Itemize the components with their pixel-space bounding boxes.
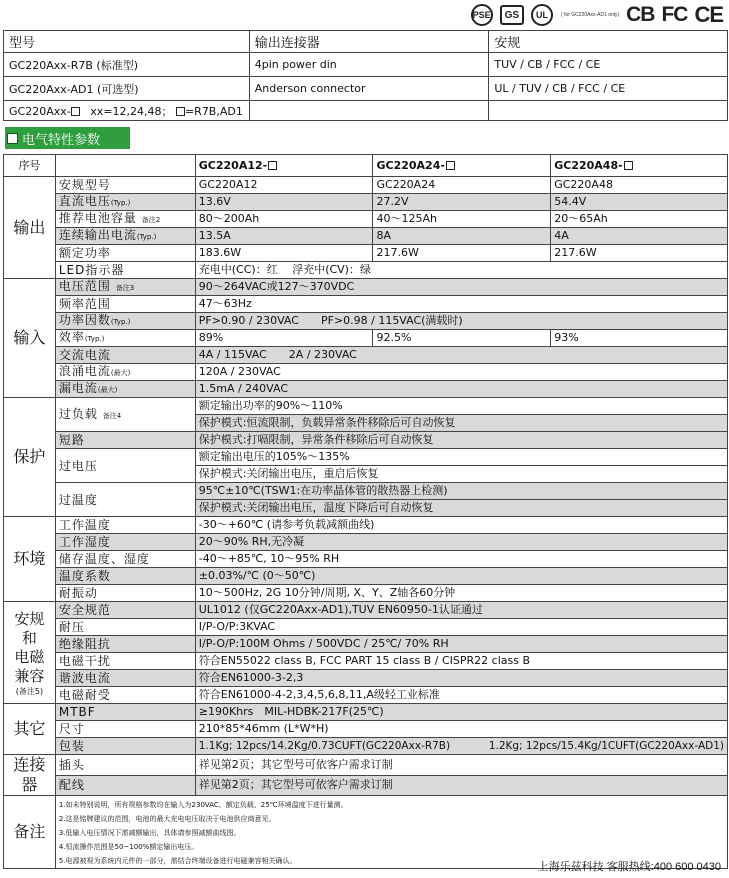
row-label: 工作湿度 (55, 534, 195, 551)
fcc-mark-icon: FC (661, 3, 688, 26)
row-label: 功率因数(Typ.) (55, 313, 195, 330)
row-label: 耐振动 (55, 585, 195, 602)
ce-mark-icon: CE (694, 2, 723, 27)
connector-cell: 4pin power din (249, 53, 489, 77)
connector-header: 输出连接器 (249, 31, 489, 53)
row-label: 额定功率 (55, 245, 195, 262)
row-label: 电压范围 备注3 (55, 279, 195, 296)
model-col-48: GC220A48- (551, 155, 728, 177)
row-label: 耐压 (55, 619, 195, 636)
model-col-12: GC220A12- (195, 155, 373, 177)
placeholder-box-icon (176, 107, 185, 116)
category-input: 输入 (4, 279, 56, 398)
safety-cell: TUV / CB / FCC / CE (489, 53, 728, 77)
row-label: 包装 (55, 738, 195, 755)
ul-mark-icon: UL (531, 4, 553, 26)
row-label: 工作温度 (55, 517, 195, 534)
row-label: 频率范围 (55, 296, 195, 313)
remarks-list: 1.如未特别说明，所有规格参数均在输入为230VAC、额定负载、25℃环境温度下进行量测。 2.这是铭牌建议的范围，电池的最大充电电压取决于电池供应商意见。 3.低输入电压情况下需减额输出，具体请参照减额曲线图。 4.恒流操作范围是50~100%额定输出电压。 5.电源被视为系统内元件的一部分，需结合终端设备进行电磁兼容相关确认。 (55, 796, 727, 869)
row-label: 配线 (55, 775, 195, 796)
spec-table: 序号 GC220A12- GC220A24- GC220A48- 输出 安规型号 GC220A12 GC220A24 GC220A48 直流电压(Typ.) 13.6V 27.2V 54.4V 推荐电池容量 备注2 80～200Ah 40～125Ah 20～65Ah 连续输出电流(Typ.) 13.5A 8A 4A 额定功率 183.6W 217.6W 217.6W LED指示器 充电中(CC)：红 浮充中(CV)：绿 输入 电压范围 备注3 90～264VAC或127～370VDC 频率范围 47～63Hz 功率因数(Typ.) PF>0.90 / 230VAC PF>0.98 / 115VAC(满载时) 效率(Typ.) 89% 92.5% 93% 交流电流 4A / 115VAC 2A / 230VAC 浪涌电流(最大) 120A / 230VAC 漏电流(最大) 1.5mA / 240VAC 保护 过负载 备注4 额定输出功率的90%～110% 保护模式:恒流限制，负载异常条件移除后可自动恢复 短路 保护模式:打嗝限制，异常条件移除后可自动恢复 过电压 额定输出电压的105%～135% 保护模式:关闭输出电压，重启后恢复 过温度 95℃±10℃(TSW1:在功率晶体管的散热器上检测) 保护模式:关闭输出电压，温度下降后可自动恢复 环境 工作温度 -30～+60℃ (请参考负载减额曲线) 工作湿度 20～90% RH,无冷凝 储存温度、湿度 -40～+85℃, 10～95% RH 温度系数 ±0.03%/℃ (0～50℃) 耐振动 10～500Hz, 2G 10分钟/周期, X、Y、Z轴各60分钟 安规 和 电磁 兼容 (备注5) 安全规范 UL1012 (仅GC220Axx-AD1),TUV EN60950-1认证通过 耐压 I/P-O/P:3KVAC 绝缘阻抗 I/P-O/P:100M Ohms / 500VDC / 25℃/ 70% RH 电磁干扰 符合EN55022 class B, FCC PART 15 class B / CISPR22 class B 谐波电流 符合EN61000-3-2,3 电磁耐受 符合EN61000-4-2,3,4,5,6,8,11,A级轻工业标准 其它 MTBF ≥190Khrs MIL-HDBK-217F(25℃) 尺寸 210*85*46mm (L*W*H) 包装 1.1Kg; 12pcs/14.2Kg/0.73CUFT(GC220Axx-R7B) 1.2Kg; 12pcs/15.4Kg/1CUFT(GC220Axx-AD1) 连接器 插头 祥见第2页；其它型号可依客户需求订制 配线 祥见第2页；其它型号可依客户需求订制 备注 1.如未特别说明，所有规格参数均在输入为230VAC、额定负载、25℃环境温度下进行量测。 2.这是铭牌建议的范围，电池的最大充电电压取决于电池供应商意见。 3.低输入电压情况下需减额输出，具体请参照减额曲线图。 4.恒流操作范围是50~100%额定输出电压。 5.电源被视为系统内元件的一部分，需结合终端设备进行电磁兼容相关确认。 (3, 154, 728, 869)
row-label: 绝缘阻抗 (55, 636, 195, 653)
certification-logos (471, 2, 723, 28)
connector-cell: Anderson connector (249, 77, 489, 101)
model-table (3, 30, 728, 121)
row-label: 电磁耐受 (55, 687, 195, 704)
category-other: 其它 (4, 704, 56, 755)
category-remarks: 备注 (4, 796, 56, 869)
model-col-24: GC220A24- (373, 155, 551, 177)
gs-mark-icon: GS (500, 5, 524, 25)
row-label: 插头 (55, 755, 195, 776)
row-label: 短路 (55, 432, 195, 449)
seq-header: 序号 (4, 155, 56, 177)
category-environment: 环境 (4, 517, 56, 602)
pse-mark-icon: PSE (471, 4, 493, 26)
model-cell: GC220Axx-R7B (标准型) (4, 53, 250, 77)
row-label: 连续输出电流(Typ.) (55, 228, 195, 245)
row-label: 过温度 (55, 483, 195, 517)
cb-mark-icon: CB (626, 3, 655, 26)
row-label: 尺寸 (55, 721, 195, 738)
category-output: 输出 (4, 177, 56, 279)
ul-note: ( for GC220Axx-AD1 only) (561, 12, 620, 18)
row-label: 直流电压(Typ.) (55, 194, 195, 211)
row-label: 浪涌电流(最大) (55, 364, 195, 381)
placeholder-box-icon (624, 161, 633, 170)
row-label: MTBF (55, 704, 195, 721)
row-label: LED指示器 (55, 262, 195, 279)
placeholder-box-icon (71, 107, 80, 116)
row-label: 过电压 (55, 449, 195, 483)
row-label: 安全规范 (55, 602, 195, 619)
category-connector: 连接器 (4, 755, 56, 796)
model-footnote: GC220Axx- xx=12,24,48； =R7B,AD1 (4, 101, 250, 121)
row-label: 漏电流(最大) (55, 381, 195, 398)
company-hotline: 上海乐兹科技 客服热线:400 600 0430 (537, 861, 721, 873)
row-label: 效率(Typ.) (55, 330, 195, 347)
model-cell: GC220Axx-AD1 (可选型) (4, 77, 250, 101)
section-title: 电气特性参数 (5, 127, 130, 149)
row-label: 电磁干扰 (55, 653, 195, 670)
row-label: 交流电流 (55, 347, 195, 364)
safety-cell: UL / TUV / CB / FCC / CE (489, 77, 728, 101)
row-label: 储存温度、湿度 (55, 551, 195, 568)
category-protection: 保护 (4, 398, 56, 517)
category-safety-emc: 安规 和 电磁 兼容 (备注5) (4, 602, 56, 704)
row-label: 安规型号 (55, 177, 195, 194)
placeholder-box-icon (268, 161, 277, 170)
section-square-icon (7, 133, 18, 144)
row-label: 过负载 备注4 (55, 398, 195, 432)
safety-header: 安规 (489, 31, 728, 53)
row-label: 温度系数 (55, 568, 195, 585)
model-header: 型号 (4, 31, 250, 53)
row-label: 谐波电流 (55, 670, 195, 687)
row-label: 推荐电池容量 备注2 (55, 211, 195, 228)
placeholder-box-icon (446, 161, 455, 170)
